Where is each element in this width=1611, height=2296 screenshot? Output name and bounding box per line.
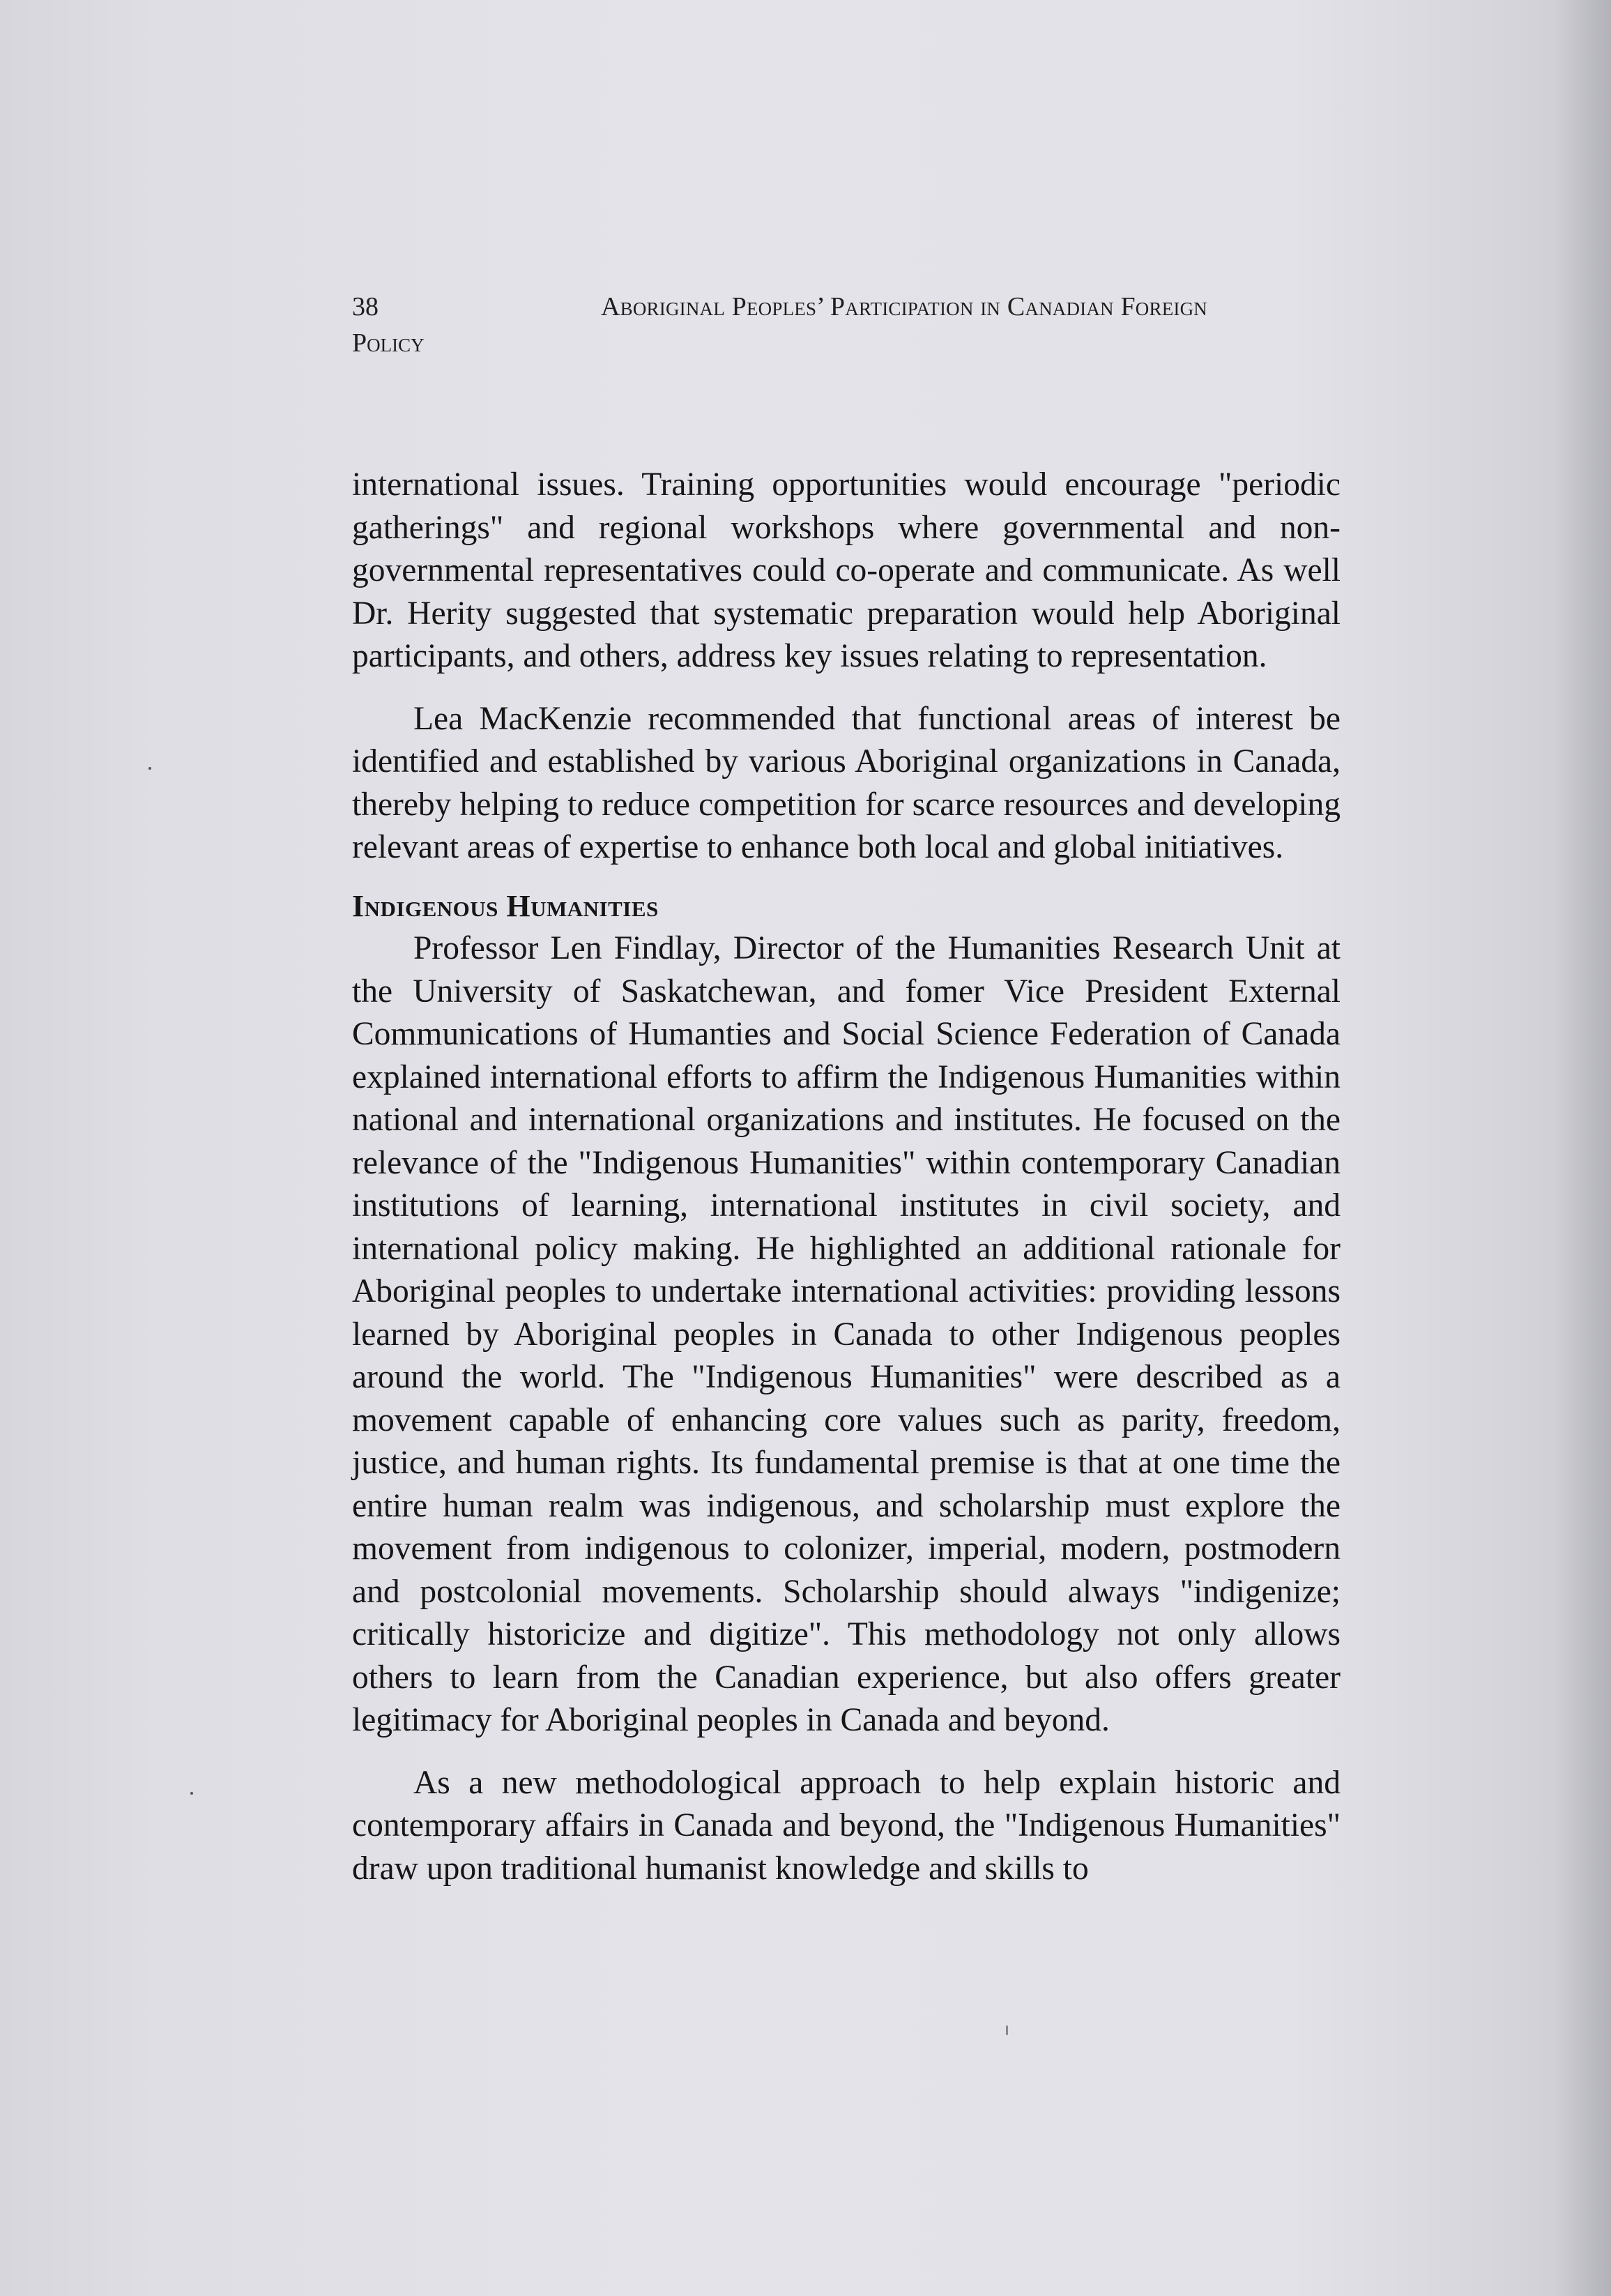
paragraph: Professor Len Findlay, Director of the Humanities Research Unit at the University of Saskatchewan, and fomer Vice President External Communications of Humanties and Social Science Federation of Canada explained international efforts to affirm the Indigenous Humanities within national and international organizations and institutes. He focused on the relevance of the "Indigenous Humanities" within contemporary Canadian institutions of learning, international institutes in civil society, and international policy making. He highlighted an additional rationale for Aboriginal peoples to undertake international activities: providing lessons learned by Aboriginal peoples in Canada to other Indigenous peoples around the world. The "Indigenous Humanities" were described as a movement capable of enhancing core values such as parity, freedom, justice, and human rights. Its fundamental premise is that at one time the entire human realm was indigenous, and scholarship must explore the movement from indigenous to colonizer, imperial, modern, postmodern and postcolonial movements. Scholarship should always "indigenize; critically historicize and digitize". This methodology not only allows others to learn from the Canadian experience, but also offers greater legitimacy for Aboriginal peoples in Canada and beyond. <box>352 930 1341 1738</box>
running-title: Aboriginal Peoples’ Participation in Canadian Foreign <box>601 292 1207 321</box>
paper-speck <box>190 1792 193 1795</box>
page-number: 38 <box>352 292 379 321</box>
paper-speck <box>148 767 151 770</box>
body-text <box>352 464 1341 1890</box>
paragraph: international issues. Training opportunities would encourage "periodic gatherings" and regional workshops where governmental and non-governmental representatives could co-operate and communicate. As well Dr. Herity suggested that systematic preparation would help Aboriginal participants, and others, address key issues relating to representation. <box>352 466 1341 674</box>
page-edge-shadow <box>1555 0 1611 2296</box>
section-heading: Indigenous Humanities <box>352 888 659 923</box>
running-title-continuation: Policy <box>352 328 425 358</box>
paper-speck <box>1006 2025 1008 2035</box>
paragraph: As a new methodological approach to help explain historic and contemporary affairs in Canada and beyond, the "Indigenous Humanities" draw upon traditional humanist knowledge and skills to <box>352 1764 1341 1887</box>
paragraph: Lea MacKenzie recommended that functional areas of interest be identified and established by various Aboriginal organizations in Canada, thereby helping to reduce competition for scarce resources and developing relevant areas of expertise to enhance both local and global initiatives. <box>352 700 1341 865</box>
